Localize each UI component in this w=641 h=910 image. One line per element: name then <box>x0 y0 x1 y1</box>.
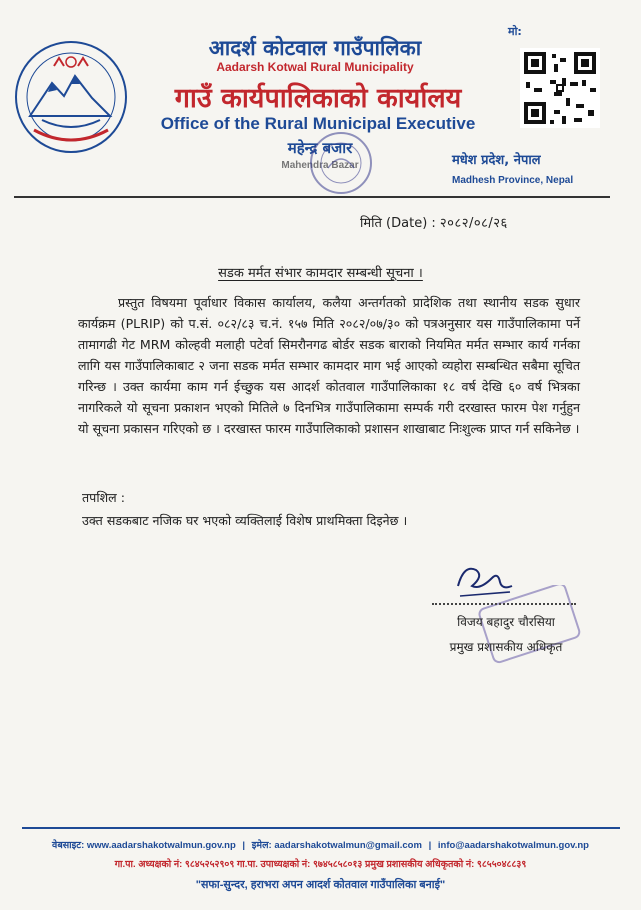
footer-divider <box>22 827 620 829</box>
header-divider <box>14 196 610 198</box>
place-name-english: Mahendra Bazar <box>281 160 359 171</box>
signatory-name: विजय बहादुर चौरसिया <box>457 615 555 629</box>
office-name-english: Office of the Rural Municipal Executive <box>160 114 476 133</box>
tapasil-label: तपशिल : <box>82 490 125 505</box>
date-label: मिति (Date) : <box>360 216 436 231</box>
email-link-gmail[interactable]: aadarshakotwalmun@gmail.com <box>274 840 422 851</box>
footer-contact-row: वेबसाइट: www.aadarshakotwalmun.gov.np | इमेल: aadarshakotwalmun@gmail.com | info@aadarshakotwalmun.gov.np <box>52 840 589 851</box>
signatory-title: प्रमुख प्रशासकीय अधिकृत <box>449 640 563 654</box>
website-link[interactable]: www.aadarshakotwalmun.gov.np <box>86 840 236 851</box>
priority-note: उक्त सडकबाट नजिक घर भएको व्यक्तिलाई विशेष प्राथमिक्ता दिइनेछ । <box>82 513 408 528</box>
notice-subject-text: सडक मर्मत संभार कामदार सम्बन्धी सूचना । <box>218 266 423 281</box>
province-english: Madhesh Province, Nepal <box>452 175 574 186</box>
email-link-info[interactable]: info@aadarshakotwalmun.gov.np <box>437 840 589 851</box>
place-name-nepali: महेन्द्र बजार <box>287 139 353 157</box>
website-label: वेबसाइट: <box>52 840 85 851</box>
office-name-nepali: गाउँ कार्यपालिकाको कार्यालय <box>174 83 462 114</box>
notice-subject <box>0 263 641 281</box>
province-nepali: मधेश प्रदेश, नेपाल <box>452 153 541 168</box>
footer-slogan: "सफा-सुन्दर, हराभरा अपन आदर्श कोतवाल गाउँपालिका बनाई" <box>195 879 446 891</box>
signature-line <box>432 603 576 605</box>
municipality-name-nepali: आदर्श कोटवाल गाउँपालिका <box>208 36 422 60</box>
footer-phone-row: गा.पा. अध्यक्षको नं: ९८४५२५२९०९ गा.पा. उपाध्यक्षको नं: ९७४५८५८०१३ प्रमुख प्रशासकीय अधिकृतको नं: ९८५५०४८८३९ <box>114 859 527 870</box>
date-value: २०८२/०८/२६ <box>439 216 508 231</box>
notice-body-paragraph: प्रस्तुत विषयमा पूर्वाधार विकास कार्यालय, कलैया अन्तर्गतको प्रादेशिक तथा स्थानीय सडक सुधार कार्यक्रम (PLRIP) को प.सं. ०८२/८३ च.नं. १५७ मिति २०८२/०७/३० को पत्रअनुसार यस गाउँपालिकामा पर्ने तामागढी गेट MRM कोल्हवी मलाही पटेर्वा सिमरौनगढ बोर्डर सडक बाराको नियमित मर्मत सम्भार कार्य गर्नका लागि यस गाउँपालिकाबाट २ जना सडक मर्मत सम्भार कामदार माग भई आएको व्यहोरा सम्बन्धित सबैमा सूचित गरिन्छ । उक्त कार्यमा काम गर्न ईच्छुक यस आदर्श कोतवाल गाउँपालिकाका १८ वर्ष देखि ६० वर्ष भित्रका नागरिकले यो सूचना प्रकाशन भएको मितिले ७ दिनभित्र गाउँपालिकामा सम्पर्क गरी दरखास्त फारम पेश गर्नुहुन यो सूचना प्रकासन गरिएको छ । दरखास्त फारम गाउँपालिकाको प्रशासन शाखाबाट निःशुल्क प्राप्त गर्न सकिनेछ । <box>78 295 580 436</box>
email-label: इमेल: <box>251 840 272 851</box>
qr-code-icon <box>520 48 600 128</box>
municipality-name-english: Aadarsh Kotwal Rural Municipality <box>216 60 414 74</box>
government-emblem-icon <box>12 38 130 156</box>
date-line <box>360 213 508 231</box>
mobile-label: मो: <box>508 25 522 38</box>
office-stamp-icon <box>300 128 382 198</box>
